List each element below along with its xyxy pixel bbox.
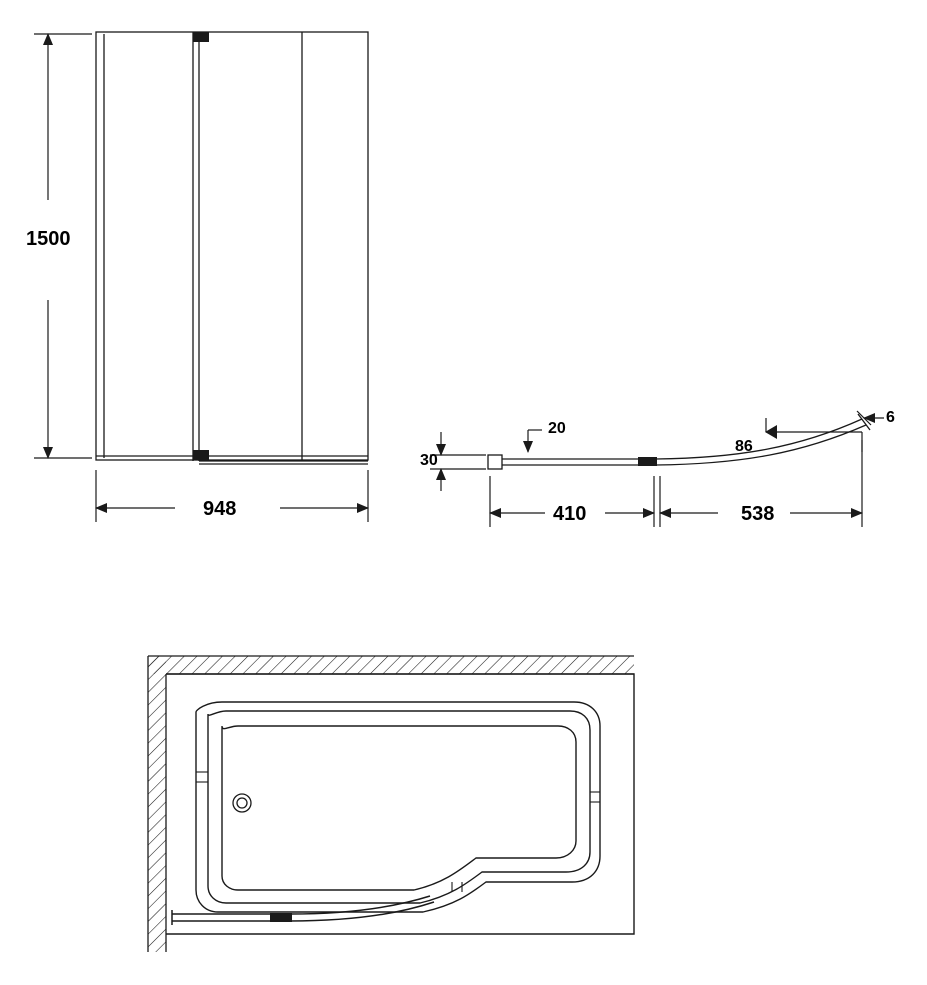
dim-depth-30 <box>430 432 486 491</box>
dim-label-bracket-20: 20 <box>548 420 566 437</box>
dim-label-offset-86: 86 <box>735 438 753 455</box>
wall-hatch-left <box>148 656 166 952</box>
screen-plan-hinge <box>270 913 292 922</box>
dim-label-panel-410: 410 <box>553 503 587 525</box>
bath-outer-rectangle <box>166 674 634 934</box>
screen-outline <box>96 32 368 460</box>
dim-label-depth-30: 30 <box>420 452 438 469</box>
dim-label-height-1500: 1500 <box>26 228 71 250</box>
wall-hatch-top <box>148 656 634 674</box>
bath-rim-outer <box>196 702 600 912</box>
hinge-block-plan <box>638 457 657 466</box>
rim-tick-marks <box>196 772 600 892</box>
bath-inner-basin <box>222 726 576 890</box>
pivot-hinge-blocks <box>193 32 209 460</box>
bath-waste-outlet <box>233 794 251 812</box>
plan-hinge-block <box>638 457 657 466</box>
front-elevation-view <box>96 32 368 464</box>
bath-plan-view <box>148 656 634 952</box>
dim-label-thickness-6: 6 <box>886 409 895 426</box>
wall-profile-block <box>488 455 502 469</box>
dim-label-panel-538: 538 <box>741 503 775 525</box>
plan-detail-view <box>488 414 870 469</box>
hinge-block-top <box>193 32 209 42</box>
bath-rim-inner <box>208 711 590 903</box>
hinge-block-bottom <box>193 450 209 460</box>
dim-bracket-20 <box>528 430 542 452</box>
dim-label-width-948: 948 <box>203 498 237 520</box>
